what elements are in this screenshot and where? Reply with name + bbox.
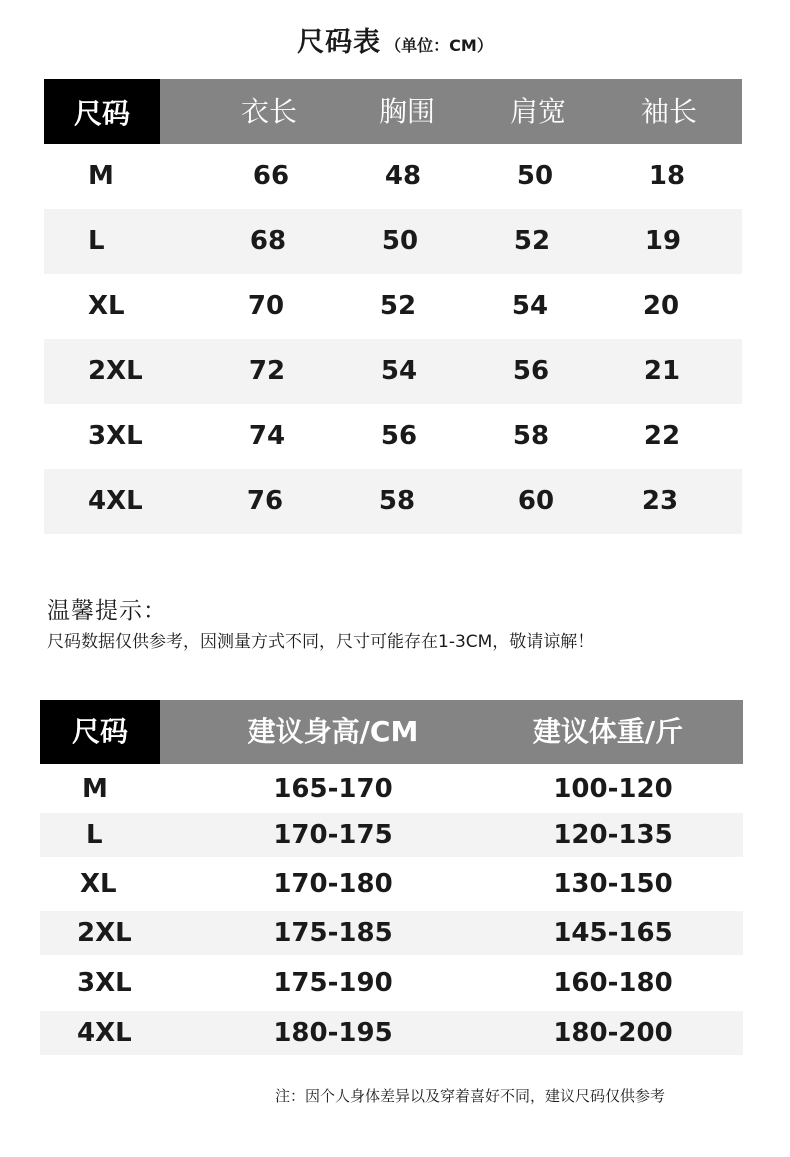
recommend-table-header	[40, 700, 743, 764]
cell-length: 70	[247, 291, 285, 321]
header-sleeve: 袖长	[640, 95, 697, 128]
table-row	[40, 764, 743, 813]
cell-shoulder: 54	[511, 291, 549, 321]
cell-size: 4XL	[77, 1018, 132, 1048]
table-row	[44, 469, 742, 534]
cell-chest: 58	[378, 486, 416, 516]
cell-shoulder: 52	[513, 226, 551, 256]
cell-sleeve: 20	[642, 291, 680, 321]
table-row	[44, 404, 742, 469]
cell-length: 68	[249, 226, 287, 256]
table-row	[40, 813, 743, 857]
cell-size: M	[82, 773, 108, 804]
cell-chest: 56	[380, 421, 418, 451]
size-table	[44, 79, 742, 534]
table-row	[44, 274, 742, 339]
table-row	[40, 857, 743, 911]
header-shoulder: 肩宽	[509, 95, 566, 128]
cell-size: 3XL	[77, 968, 132, 998]
cell-size: L	[86, 820, 103, 850]
cell-size: 2XL	[88, 356, 143, 386]
cell-weight: 100-120	[553, 773, 673, 804]
title-unit: （单位：CM）	[385, 36, 493, 55]
cell-chest: 50	[381, 226, 419, 256]
cell-height: 170-180	[273, 869, 393, 899]
title-main: 尺码表	[297, 27, 382, 58]
cell-weight: 160-180	[553, 968, 673, 998]
cell-length: 76	[246, 486, 284, 516]
table-row	[40, 955, 743, 1011]
cell-size: XL	[88, 291, 125, 321]
cell-chest: 52	[379, 291, 417, 321]
cell-length: 66	[252, 161, 290, 191]
footnote: 注：因个人身体差异以及穿着喜好不同，建议尺码仅供参考	[275, 1087, 666, 1105]
table-row	[44, 144, 742, 209]
header-size: 尺码	[40, 700, 160, 764]
cell-weight: 120-135	[553, 820, 673, 850]
cell-chest: 48	[384, 161, 422, 191]
cell-height: 180-195	[273, 1018, 393, 1048]
cell-size: 2XL	[77, 918, 132, 948]
page-title	[0, 20, 790, 59]
table-row	[40, 1011, 743, 1055]
header-weight: 建议体重/斤	[532, 715, 684, 748]
cell-sleeve: 22	[643, 421, 681, 451]
cell-height: 165-170	[273, 773, 393, 804]
header-length: 衣长	[240, 95, 297, 128]
cell-height: 175-190	[273, 968, 393, 998]
header-size: 尺码	[44, 79, 160, 144]
cell-length: 72	[248, 356, 286, 386]
cell-shoulder: 60	[517, 486, 555, 516]
cell-sleeve: 23	[641, 486, 679, 516]
cell-height: 170-175	[273, 820, 393, 850]
cell-sleeve: 18	[648, 161, 686, 191]
cell-length: 74	[248, 421, 286, 451]
cell-weight: 180-200	[553, 1018, 673, 1048]
size-table-header	[44, 79, 742, 144]
cell-sleeve: 19	[644, 226, 682, 256]
recommend-table	[40, 700, 743, 1055]
table-row	[44, 209, 742, 274]
cell-chest: 54	[380, 356, 418, 386]
cell-size: M	[88, 161, 114, 191]
cell-size: 3XL	[88, 421, 143, 451]
table-row	[40, 911, 743, 955]
cell-size: L	[88, 226, 105, 256]
cell-shoulder: 50	[516, 161, 554, 191]
tips-title: 温馨提示：	[47, 598, 167, 624]
header-height: 建议身高/CM	[247, 715, 419, 748]
cell-weight: 145-165	[553, 918, 673, 948]
cell-sleeve: 21	[643, 356, 681, 386]
cell-shoulder: 58	[512, 421, 550, 451]
cell-height: 175-185	[273, 918, 393, 948]
cell-size: 4XL	[88, 486, 143, 516]
table-row	[44, 339, 742, 404]
cell-shoulder: 56	[512, 356, 550, 386]
header-chest: 胸围	[378, 95, 435, 128]
cell-weight: 130-150	[553, 869, 673, 899]
tips-text: 尺码数据仅供参考，因测量方式不同，尺寸可能存在1-3CM，敬请谅解！	[47, 632, 595, 652]
cell-size: XL	[80, 869, 117, 899]
